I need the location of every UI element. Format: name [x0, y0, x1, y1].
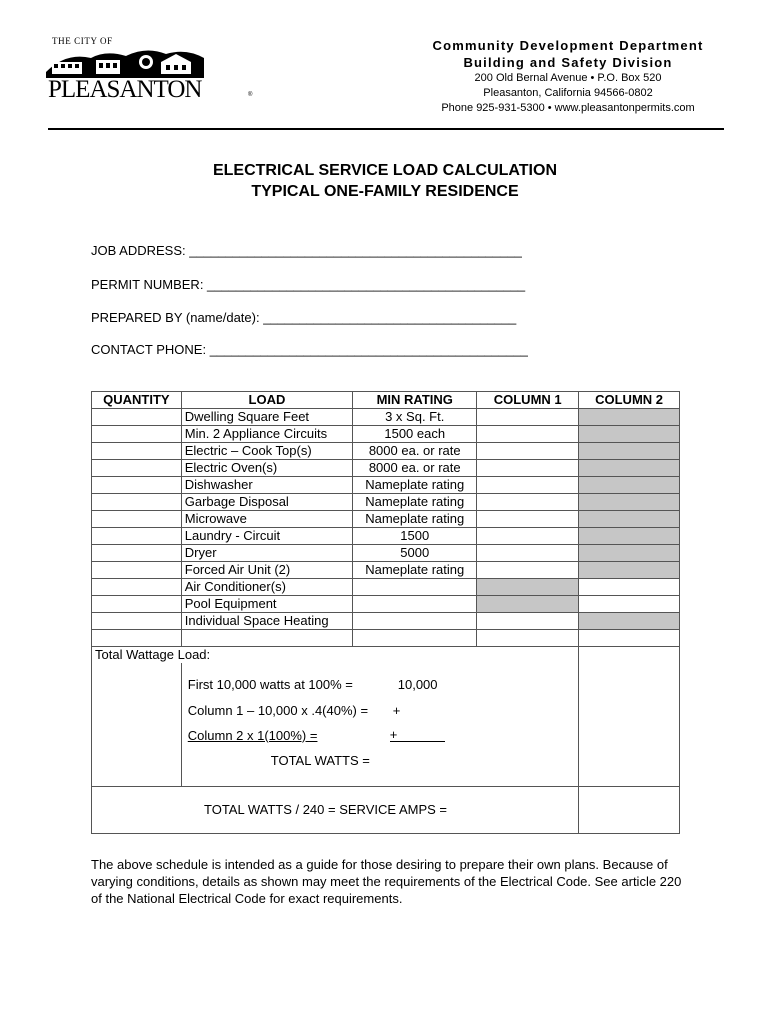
calculation-block: [181, 663, 578, 787]
load-cell[interactable]: [181, 630, 352, 647]
department-header: [418, 37, 718, 116]
column-1-cell[interactable]: [477, 477, 579, 494]
column-2-cell-shaded: [579, 460, 680, 477]
total-watts-value[interactable]: [579, 663, 680, 787]
min-rating-cell: Nameplate rating: [353, 511, 477, 528]
contact-phone-field[interactable]: CONTACT PHONE: ____________________________________________: [91, 342, 528, 357]
quantity-cell[interactable]: [92, 562, 182, 579]
load-cell: Pool Equipment: [181, 596, 352, 613]
logo-name: PLEASANTON: [48, 76, 202, 103]
column-1-plus: +: [392, 703, 401, 718]
division-name: Building and Safety Division: [463, 55, 673, 70]
quantity-cell[interactable]: [92, 630, 182, 647]
min-rating-cell: 1500 each: [353, 426, 477, 443]
min-rating-cell: Nameplate rating: [353, 494, 477, 511]
column-1-cell[interactable]: [477, 460, 579, 477]
load-cell: Electric – Cook Top(s): [181, 443, 352, 460]
column-2-cell[interactable]: [579, 596, 680, 613]
quantity-cell[interactable]: [92, 579, 182, 596]
header-load: LOAD: [181, 392, 352, 409]
quantity-cell[interactable]: [92, 613, 182, 630]
load-cell: Individual Space Heating: [181, 613, 352, 630]
load-cell: Air Conditioner(s): [181, 579, 352, 596]
min-rating-cell[interactable]: [353, 596, 477, 613]
quantity-cell[interactable]: [92, 545, 182, 562]
total-wattage-row: [92, 647, 680, 664]
header-column-2: COLUMN 2: [579, 392, 680, 409]
table-row: [92, 630, 680, 647]
column-1-cell[interactable]: [477, 613, 579, 630]
first-10000-label: First 10,000 watts at 100% =: [187, 677, 353, 692]
permit-number-field[interactable]: PERMIT NUMBER: ____________________________________________: [91, 277, 526, 292]
min-rating-cell[interactable]: [353, 613, 477, 630]
department-contact: Phone 925-931-5300 • www.pleasantonpermits.com: [441, 102, 695, 114]
table-row: [92, 477, 680, 494]
load-calculation-table: [91, 391, 680, 834]
first-10000-value: 10,000: [397, 677, 438, 692]
load-cell: Garbage Disposal: [181, 494, 352, 511]
load-cell: Dishwasher: [181, 477, 352, 494]
column-2-cell-shaded: [579, 528, 680, 545]
total-wattage-value[interactable]: [579, 647, 680, 664]
column-2-cell[interactable]: [579, 630, 680, 647]
min-rating-cell[interactable]: [353, 630, 477, 647]
quantity-cell[interactable]: [92, 511, 182, 528]
column-1-cell[interactable]: [477, 494, 579, 511]
load-cell: Microwave: [181, 511, 352, 528]
quantity-cell[interactable]: [92, 528, 182, 545]
column-1-cell[interactable]: [477, 630, 579, 647]
column-2-cell-shaded: [579, 494, 680, 511]
service-amps-label: TOTAL WATTS / 240 = SERVICE AMPS =: [92, 787, 579, 834]
load-cell: Electric Oven(s): [181, 460, 352, 477]
table-row: [92, 511, 680, 528]
column-2-cell-shaded: [579, 426, 680, 443]
min-rating-cell: 5000: [353, 545, 477, 562]
header-column-1: COLUMN 1: [477, 392, 579, 409]
load-cell: Forced Air Unit (2): [181, 562, 352, 579]
column-1-cell[interactable]: [477, 528, 579, 545]
quantity-cell[interactable]: [92, 409, 182, 426]
column-1-calc-label: Column 1 – 10,000 x .4(40%) =: [187, 703, 369, 718]
column-1-cell[interactable]: [477, 409, 579, 426]
column-1-cell-shaded: [477, 579, 579, 596]
min-rating-cell: 8000 ea. or rate: [353, 443, 477, 460]
column-2-cell-shaded: [579, 443, 680, 460]
min-rating-cell: 3 x Sq. Ft.: [353, 409, 477, 426]
form-title: ELECTRICAL SERVICE LOAD CALCULATION: [212, 162, 557, 179]
calculation-row: [92, 663, 680, 787]
service-amps-value[interactable]: [579, 787, 680, 834]
logo-city-of: THE CITY OF: [52, 36, 113, 46]
header-divider: [48, 128, 724, 130]
column-2-calc-label: Column 2 x 1(100%) =: [187, 728, 318, 743]
logo-registered-mark: ®: [248, 92, 253, 98]
min-rating-cell: 8000 ea. or rate: [353, 460, 477, 477]
quantity-cell[interactable]: [92, 460, 182, 477]
column-1-cell[interactable]: [477, 426, 579, 443]
job-address-field[interactable]: JOB ADDRESS: ______________________________________________: [91, 243, 522, 258]
min-rating-cell[interactable]: [353, 579, 477, 596]
table-row: [92, 562, 680, 579]
quantity-cell[interactable]: [92, 426, 182, 443]
skyline-illustration: [46, 44, 206, 78]
quantity-cell[interactable]: [92, 494, 182, 511]
prepared-by-field[interactable]: PREPARED BY (name/date): ___________________________________: [91, 310, 517, 325]
column-1-cell-shaded: [477, 596, 579, 613]
service-amps-row: [92, 787, 680, 834]
column-2-cell-shaded: [579, 545, 680, 562]
table-row: [92, 613, 680, 630]
column-2-cell-shaded: [579, 613, 680, 630]
min-rating-cell: Nameplate rating: [353, 477, 477, 494]
table-row: [92, 460, 680, 477]
table-row: [92, 596, 680, 613]
total-watts-label: TOTAL WATTS =: [270, 753, 370, 768]
column-2-cell-shaded: [579, 562, 680, 579]
department-name: Community Development Department: [432, 38, 704, 53]
table-row: [92, 443, 680, 460]
column-1-cell[interactable]: [477, 443, 579, 460]
table-row: [92, 426, 680, 443]
table-row: [92, 528, 680, 545]
quantity-cell[interactable]: [92, 477, 182, 494]
column-2-cell-shaded: [579, 511, 680, 528]
min-rating-cell: 1500: [353, 528, 477, 545]
department-address: 200 Old Bernal Avenue • P.O. Box 520: [474, 72, 662, 84]
total-wattage-label: Total Wattage Load:: [92, 647, 579, 664]
table-row: [92, 409, 680, 426]
load-cell: Laundry - Circuit: [181, 528, 352, 545]
column-2-cell[interactable]: [579, 579, 680, 596]
table-row: [92, 579, 680, 596]
column-1-cell[interactable]: [477, 511, 579, 528]
header-min-rating: MIN RATING: [353, 392, 477, 409]
load-cell: Min. 2 Appliance Circuits: [181, 426, 352, 443]
quantity-cell[interactable]: [92, 596, 182, 613]
load-cell: Dryer: [181, 545, 352, 562]
column-2-plus: +: [390, 728, 445, 742]
department-city-state: Pleasanton, California 94566-0802: [483, 87, 653, 99]
city-logo: [46, 36, 253, 104]
quantity-cell[interactable]: [92, 443, 182, 460]
column-1-cell[interactable]: [477, 545, 579, 562]
column-1-cell[interactable]: [477, 562, 579, 579]
header-quantity: QUANTITY: [92, 392, 182, 409]
load-cell: Dwelling Square Feet: [181, 409, 352, 426]
column-2-cell-shaded: [579, 477, 680, 494]
min-rating-cell: Nameplate rating: [353, 562, 477, 579]
table-header-row: [92, 392, 680, 409]
table-row: [92, 545, 680, 562]
calculation-left-spacer: [92, 663, 182, 787]
column-2-cell-shaded: [579, 409, 680, 426]
form-subtitle: TYPICAL ONE-FAMILY RESIDENCE: [251, 183, 519, 200]
guidance-note: The above schedule is intended as a guide for those desiring to prepare their own plans. Because of varying conditions, details as shown may meet the requirements of the Electrical Code. See article 220 of the National Electrical Code for exact requirements.: [91, 857, 682, 906]
table-row: [92, 494, 680, 511]
